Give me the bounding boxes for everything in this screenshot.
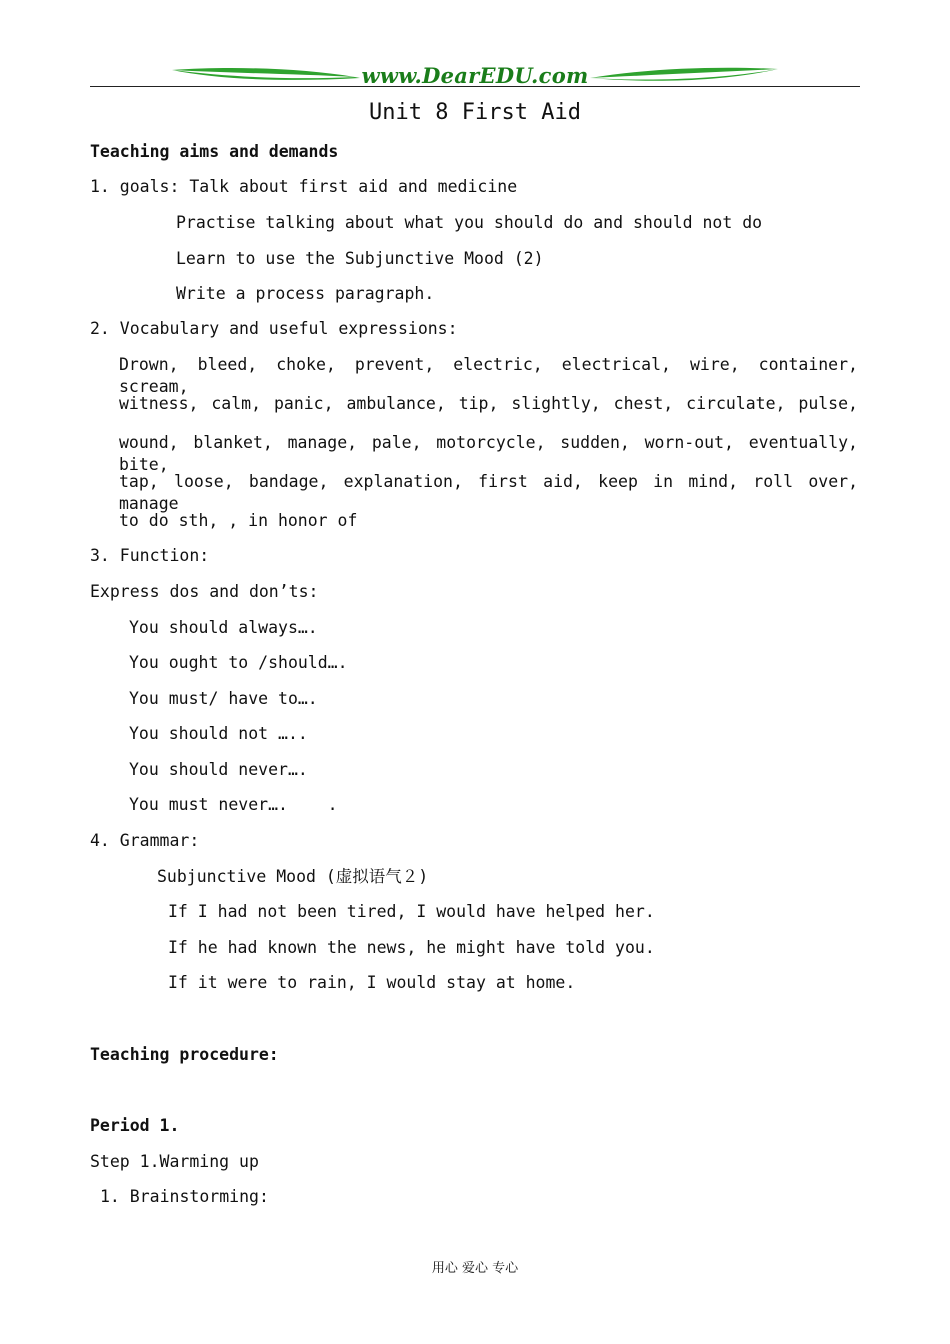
function-item: You ought to /should…. [129, 653, 348, 672]
vocab-line: tap, loose, bandage, explanation, first aid, keep in mind, roll over, manage [119, 472, 858, 513]
step-line: Step 1.Warming up [90, 1152, 259, 1171]
goal-item: Practise talking about what you should do and should not do [176, 213, 763, 232]
grammar-example: If I had not been tired, I would have helped her. [168, 902, 655, 921]
grammar-example: If it were to rain, I would stay at home. [168, 973, 576, 992]
header-rule [90, 86, 860, 87]
grammar-sub: Subjunctive Mood (虚拟语气２) [157, 867, 429, 886]
function-item: You must never…. . [129, 795, 338, 814]
vocab-line: Drown, bleed, choke, prevent, electric, electrical, wire, container, scream, [119, 355, 858, 396]
grammar-example: If he had known the news, he might have told you. [168, 938, 655, 957]
function-item: You should not ….. [129, 724, 308, 743]
page-title: Unit 8 First Aid [369, 100, 581, 125]
function-sub: Express dos and don’ts: [90, 582, 319, 601]
page-footer: 用心 爱心 专心 [431, 1261, 519, 1276]
brainstorming-item: 1. Brainstorming: [100, 1187, 269, 1206]
function-lead: 3. Function: [90, 546, 210, 565]
grammar-lead: 4. Grammar: [90, 831, 200, 850]
goal-item: Learn to use the Subjunctive Mood (2) [176, 249, 544, 268]
goal-item: Write a process paragraph. [176, 284, 435, 303]
function-item: You must/ have to…. [129, 689, 318, 708]
vocab-line: witness, calm, panic, ambulance, tip, slightly, chest, circulate, pulse, [119, 394, 858, 413]
period-heading: Period 1. [90, 1116, 180, 1135]
vocab-line: to do sth, , in honor of [119, 511, 358, 530]
aims-heading: Teaching aims and demands [90, 142, 339, 161]
goals-lead: 1. goals: Talk about first aid and medicine [90, 177, 518, 196]
procedure-heading: Teaching procedure: [90, 1045, 279, 1064]
site-logo-text: www.DearEDU.com [361, 63, 589, 88]
vocab-lead: 2. Vocabulary and useful expressions: [90, 319, 458, 338]
vocab-line: wound, blanket, manage, pale, motorcycle, sudden, worn-out, eventually, bite, [119, 433, 858, 474]
function-item: You should never…. [129, 760, 308, 779]
function-item: You should always…. [129, 618, 318, 637]
